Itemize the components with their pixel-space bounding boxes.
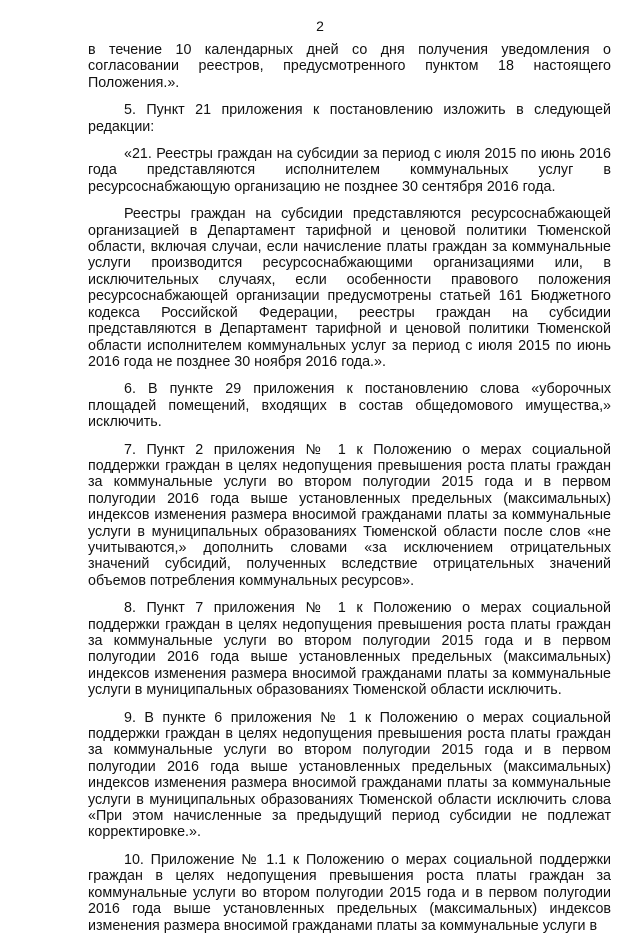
document-body bbox=[88, 42, 611, 934]
paragraph-item-7: 7. Пункт 2 приложения № 1 к Положению о мерах социальной поддержки граждан в целях недопущения превышения роста платы граждан за коммунальные услуги во втором полугодии 2015 года и в первом полугодии 2016 года выше установленных предельных (максимальных) индексов изменения размера вносимой гражданами платы за коммунальные услуги в муниципальных образованиях Тюменской области после слов «не учитываются,» дополнить словами «за исключением отрицательных значений субсидий, полученных вследствие отрицательных значений объемов потребления коммунальных ресурсов». bbox=[88, 441, 611, 589]
paragraph-item-5: 5. Пункт 21 приложения к постановлению изложить в следующей редакции: bbox=[88, 102, 611, 135]
paragraph-item-21-quote: «21. Реестры граждан на субсидии за период с июля 2015 по июнь 2016 года представляются исполнителем коммунальных услуг в ресурсоснабжающую организацию не позднее 30 сентября 2016 года. bbox=[88, 146, 611, 195]
paragraph-registries: Реестры граждан на субсидии представляются ресурсоснабжающей организацией в Департамент тарифной и ценовой политики Тюменской области, включая случаи, если начисление платы граждан за коммунальные услуги производится ресурсоснабжающими организациями или, в исключительных случаях, если особенности правового положения ресурсоснабжающей организации предусмотрены статьей 161 Бюджетного кодекса Российской Федерации, реестры граждан на субсидии представляются в Департамент тарифной и ценовой политики Тюменской области исполнителем коммунальных услуг за период с июля 2015 по июнь 2016 года не позднее 30 ноября 2016 года.». bbox=[88, 206, 611, 370]
paragraph-item-10: 10. Приложение № 1.1 к Положению о мерах социальной поддержки граждан в целях недопущения превышения роста платы граждан за коммунальные услуги во втором полугодии 2015 года и в первом полугодии 2016 года выше установленных предельных (максимальных) индексов изменения размера вносимой гражданами платы за коммунальные услуги в bbox=[88, 851, 611, 934]
paragraph-continuation: в течение 10 календарных дней со дня получения уведомления о согласовании реестров, предусмотренного пунктом 18 настоящего Положения.». bbox=[88, 42, 611, 91]
page-number: 2 bbox=[316, 18, 324, 34]
paragraph-item-6: 6. В пункте 29 приложения к постановлению слова «уборочных площадей помещений, входящих в состав общедомового имущества,» исключить. bbox=[88, 381, 611, 431]
paragraph-item-9: 9. В пункте 6 приложения № 1 к Положению о мерах социальной поддержки граждан в целях недопущения превышения роста платы граждан за коммунальные услуги во втором полугодии 2015 года и в первом полугодии 2016 года выше установленных предельных (максимальных) индексов изменения размера вносимой гражданами платы за коммунальные услуги в муниципальных образованиях Тюменской области исключить слова «При этом начисленные за предыдущий период субсидии не подлежат корректировке.». bbox=[88, 709, 611, 841]
paragraph-item-8: 8. Пункт 7 приложения № 1 к Положению о мерах социальной поддержки граждан в целях недопущения превышения роста платы граждан за коммунальные услуги во втором полугодии 2015 года и в первом полугодии 2016 года выше установленных предельных (максимальных) индексов изменения размера вносимой гражданами платы за коммунальные услуги в муниципальных образованиях Тюменской области исключить. bbox=[88, 600, 611, 699]
